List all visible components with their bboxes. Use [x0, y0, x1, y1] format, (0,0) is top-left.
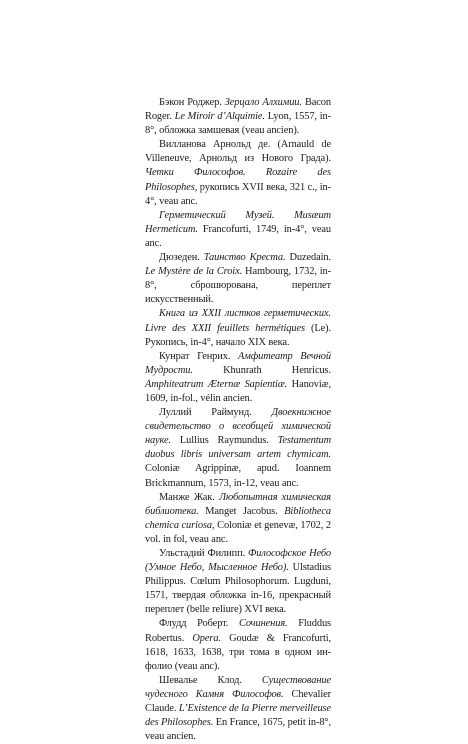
entry-text: Lyon, 1557, in-8°, обложка замшевая (veau ancien). [145, 111, 331, 137]
entry-text: Francofurti, 1749, in-4°, veau anc. [145, 223, 331, 249]
entry-text: Chevalier Claude. [145, 688, 331, 715]
entry-text: (Le). Рукопись, in-4°, начало XIX века. [145, 322, 331, 348]
bibliography-entry [145, 251, 331, 307]
entry-title-italic: Testamentum duobus libris universam artem chymicam. [145, 435, 331, 461]
entry-text: Coloniæ Agrippinæ, apud. Ioannem Brickmannum, 1573, in-12, veau anc. [145, 463, 331, 489]
entry-title-italic: Книга из XXII листков герметических. Livre des XXII feuillets hermétiques [145, 308, 331, 334]
entry-title-italic: Le Miroir d’Alquimie. [174, 111, 268, 123]
entry-text: Кунрат Генрих. [159, 350, 239, 362]
entry-title-italic: Двоекнижное свидетельство о всеобщей химической науке. [145, 407, 331, 447]
bibliography-entry [145, 674, 331, 744]
entry-text: Луллий Раймунд. [159, 407, 272, 419]
bibliography-entry [145, 547, 331, 617]
entry-text: Bacon Roger. [145, 97, 331, 123]
entry-text: Флудд Роберт. [159, 618, 239, 630]
entry-title-italic: Любопытная химическая библиотека. [145, 491, 331, 517]
bibliography-entry [145, 617, 331, 673]
entry-title-italic: Амфитеатр Вечной Мудрости. [145, 350, 332, 376]
bibliography-entry [145, 350, 331, 406]
entry-title-italic: Сочинения. [238, 618, 299, 630]
entry-title-italic: Философское Небо (Умное Небо, Мысленное Небо). [145, 548, 331, 574]
bibliography-entry [145, 406, 331, 491]
entry-text: Manget Jacobus. [205, 505, 285, 517]
entry-title-italic: Amphiteatrum Æternæ Sapientiæ. [145, 378, 292, 390]
bibliography-entry [145, 96, 331, 138]
entry-title-italic: Opera. [192, 632, 230, 644]
entry-title-italic: Четки Философов. Rozaire des Philosophes, [145, 167, 331, 193]
bibliography-text-block [145, 96, 331, 744]
entry-text: Hambourg, 1732, in-8°, сброшюрована, переплет искусственный. [145, 266, 331, 306]
entry-title-italic: Зерцало Алхимии. [224, 97, 305, 108]
entry-title-italic: L’Existence de la Pierre merveilleuse des Philosophes. [145, 703, 332, 729]
entry-text: Lullius Raymundus. [179, 435, 278, 447]
bibliography-entry [145, 209, 331, 251]
entry-text: Duzedain. [289, 252, 332, 264]
bibliography-entry [145, 491, 331, 547]
entry-text: Goudæ & Francofurti, 1618, 1633, 1638, три тома в одном ин-фолио (veau anc). [145, 632, 332, 672]
entry-text: Бэкон Роджер. [159, 97, 225, 108]
entry-text: En France, 1675, petit in-8°, veau ancien. [145, 717, 331, 743]
entry-title-italic: Таинство Креста. [203, 252, 290, 264]
entry-text: Дюзеден. [159, 252, 204, 264]
entry-text: Вилланова Арнольд де. (Arnauld de Villeneuve, Арнольд из Нового Града). [145, 139, 331, 165]
entry-text: Coloniæ et genevæ, 1702, 2 vol. in fol, veau anc. [145, 519, 331, 545]
entry-title-italic: Существование чудесного Камня Философов. [145, 674, 331, 700]
entry-text: Hanoviæ, 1609, in-fol., vélin ancien. [145, 378, 331, 404]
entry-text: Манже Жак. [159, 491, 219, 503]
entry-text: Шевалье Клод. [159, 674, 262, 686]
bibliography-entry [145, 138, 331, 208]
entry-text: Ульстадий Филипп. [159, 548, 249, 559]
entry-title-italic: Bibliotheca chemica curiosa, [145, 505, 331, 531]
bibliography-entry [145, 307, 331, 349]
entry-text: Khunrath Henricus. [223, 364, 331, 376]
entry-text: Fluddus Robertus. [145, 618, 331, 644]
entry-text: рукопись XVII века, 321 с., in-4°, veau anc. [145, 181, 332, 207]
entry-title-italic: Герметический Музей. Musæum Hermeticum. [145, 209, 331, 235]
entry-title-italic: Le Mystère de la Croix. [145, 266, 246, 278]
entry-text: Ulstadius Philippus. Cœlum Philosophorum. Lugduni, 1571, твердая обложка in-16, прекрасный переплет (belle reliure) XVI века. [145, 562, 331, 616]
